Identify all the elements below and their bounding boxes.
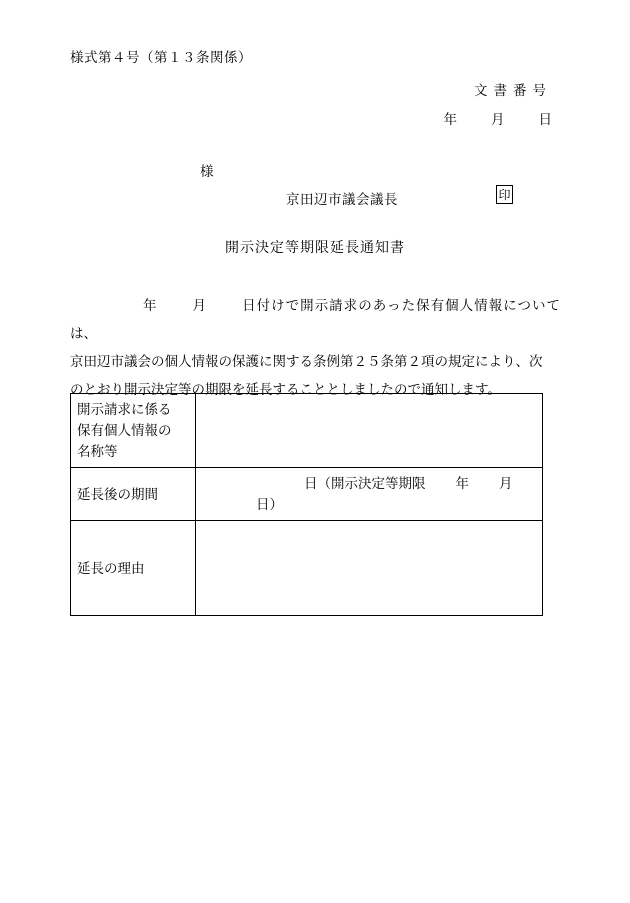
row-value-request-info[interactable] (196, 394, 543, 468)
addressee-label: 様 (200, 164, 214, 179)
date-year-label: 年 (443, 112, 457, 127)
document-number-label: 文書番号 (474, 83, 552, 98)
body-line3-text: のとおり開示決定等の期限を延長することとしましたので通知します。 (70, 382, 501, 397)
form-number: 様式第４号（第１３条関係） (70, 50, 252, 65)
table-row (71, 394, 543, 468)
row-label-line3: 名称等 (77, 444, 118, 459)
body-line2-text: 京田辺市議会の個人情報の保護に関する条例第２５条第２項の規定により、次 (70, 354, 543, 369)
seal-stamp-box: 印 (496, 185, 513, 204)
row-label-reason: 延長の理由 (71, 521, 196, 616)
document-title: 開示決定等期限延長通知書 (225, 241, 405, 256)
row-label-line2: 保有個人情報の (77, 423, 172, 438)
body-year-label: 年 (142, 298, 158, 313)
period-month-label: 月 (499, 476, 513, 491)
body-paragraph (70, 292, 560, 404)
body-line1-text: 日付けで開示請求のあった保有個人情報については、 (70, 298, 560, 341)
body-month-label: 月 (191, 298, 208, 313)
date-day-label: 日 (538, 112, 552, 127)
notice-table (70, 393, 543, 616)
row-value-reason[interactable] (196, 521, 543, 616)
period-prefix-text: 日（開示決定等期限 (304, 476, 426, 491)
row-value-extended-period[interactable] (196, 468, 543, 521)
date-month-label: 月 (491, 112, 505, 127)
row-label-extended-period: 延長後の期間 (71, 468, 196, 521)
document-date-line (444, 108, 553, 128)
period-year-label: 年 (455, 476, 469, 491)
period-day-label: 日） (256, 497, 283, 512)
table-row (71, 468, 543, 521)
row-label-request-info (71, 394, 196, 468)
issuer-name: 京田辺市議会議長 (286, 192, 398, 207)
table-row (71, 521, 543, 616)
row-label-line1: 開示請求に係る (77, 402, 172, 417)
